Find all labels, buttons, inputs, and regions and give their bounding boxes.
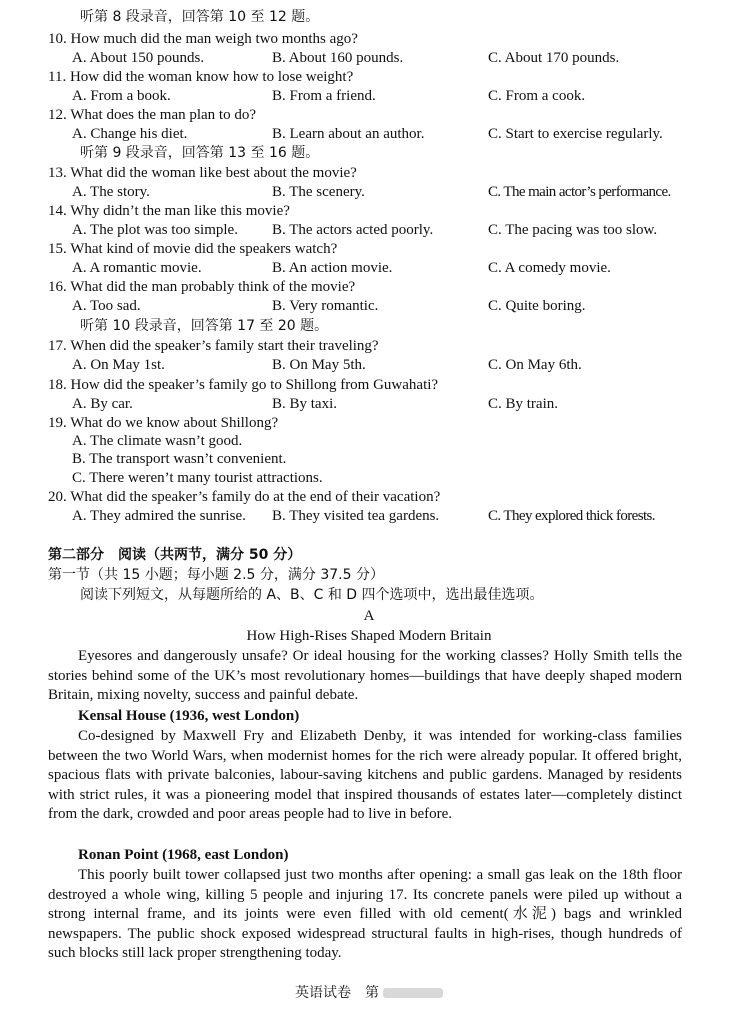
listening-instruction-8: 听第 8 段录音，回答第 10 至 12 题。 [80,9,320,25]
q18-option-c: C. By train. [488,396,558,412]
page-number-smudge [383,988,443,998]
q10-option-c: C. About 170 pounds. [488,50,620,66]
q11-option-a: A. From a book. [72,88,171,104]
q14-option-a: A. The plot was too simple. [72,222,238,238]
paragraph-ronan-point-text: This poorly built tower collapsed just two months after opening: a small gas leak on the 18th floor destroyed a whole wing, killing 5 people and injuring 17. Its concrete panels were piled up without a strong internal frame, and its joints were even filled with old cement(水泥) bags and wrinkled newspapers. The public shock exposed widespread structural faults in high-rises, though hundreds of such blocks still lack proper strengthening today. [48,867,682,962]
q18-option-a: A. By car. [72,396,133,412]
question-11: 11. How did the woman know how to lose weight? [48,69,354,85]
q13-option-a: A. The story. [72,184,150,200]
q13-option-c: C. The main actor’s performance. [488,184,671,200]
q20-option-b: B. They visited tea gardens. [272,508,440,524]
q20-option-a: A. They admired the sunrise. [72,508,246,524]
question-19: 19. What do we know about Shillong? [48,415,279,431]
q19-option-b: B. The transport wasn’t convenient. [72,451,287,467]
q11-option-c: C. From a cook. [488,88,586,104]
question-15: 15. What kind of movie did the speakers watch? [48,241,338,257]
q16-option-c: C. Quite boring. [488,298,586,314]
passage-intro [48,647,682,706]
listening-instruction-10: 听第 10 段录音，回答第 17 至 20 题。 [80,318,329,334]
q10-option-b: B. About 160 pounds. [272,50,404,66]
q12-option-a: A. Change his diet. [72,126,188,142]
footer-text: 英语试卷 第 [295,985,379,1001]
paragraph-kensal-house [48,727,682,825]
q14-option-b: B. The actors acted poorly. [272,222,434,238]
paragraph-ronan-point [48,866,682,964]
passage-letter: A [363,608,375,624]
question-16: 16. What did the man probably think of the movie? [48,279,356,295]
question-17: 17. When did the speaker’s family start their traveling? [48,338,379,354]
q17-option-a: A. On May 1st. [72,357,165,373]
question-14: 14. Why didn’t the man like this movie? [48,203,290,219]
subheading-kensal-house: Kensal House (1936, west London) [78,708,300,724]
q13-option-b: B. The scenery. [272,184,365,200]
q19-option-c: C. There weren’t many tourist attractions. [72,470,323,486]
question-20: 20. What did the speaker’s family do at the end of their vacation? [48,489,441,505]
q19-option-a: A. The climate wasn’t good. [72,433,243,449]
reading-section-title: 第一节（共 15 小题；每小题 2.5 分，满分 37.5 分） [48,567,384,583]
question-12: 12. What does the man plan to do? [48,107,257,123]
q17-option-b: B. On May 5th. [272,357,366,373]
q15-option-c: C. A comedy movie. [488,260,611,276]
q12-option-b: B. Learn about an author. [272,126,425,142]
q16-option-a: A. Too sad. [72,298,141,314]
q17-option-c: C. On May 6th. [488,357,582,373]
q15-option-b: B. An action movie. [272,260,393,276]
q10-option-a: A. About 150 pounds. [72,50,205,66]
reading-part-title: 第二部分 阅读（共两节，满分 50 分） [48,547,302,563]
q14-option-c: C. The pacing was too slow. [488,222,658,238]
q16-option-b: B. Very romantic. [272,298,379,314]
passage-title: How High-Rises Shaped Modern Britain [246,628,492,644]
q18-option-b: B. By taxi. [272,396,338,412]
subheading-ronan-point: Ronan Point (1968, east London) [78,847,289,863]
q12-option-c: C. Start to exercise regularly. [488,126,663,142]
question-18: 18. How did the speaker’s family go to Shillong from Guwahati? [48,377,439,393]
listening-instruction-9: 听第 9 段录音，回答第 13 至 16 题。 [80,145,320,161]
page-footer [0,984,738,1003]
paragraph-kensal-house-text: Co-designed by Maxwell Fry and Elizabeth Denby, it was intended for working-class families between the two World Wars, when modernist homes for the rich were already popular. It offered bright, spacious flats with private balconies, labour-saving kitchens and public gardens. Managed by residents with strict rules, it was a pioneering model that inspired thousands of estates later—completely distinct from the dark, crowded and poor areas people had to live in before. [48,728,682,823]
reading-instruction: 阅读下列短文，从每题所给的 A、B、C 和 D 四个选项中，选出最佳选项。 [80,587,544,603]
question-13: 13. What did the woman like best about the movie? [48,165,357,181]
question-10: 10. How much did the man weigh two months ago? [48,31,358,47]
passage-intro-text: Eyesores and dangerously unsafe? Or ideal housing for the working classes? Holly Smith tells the stories behind some of the UK’s most revolutionary homes—buildings that have deeply shaped modern Britain, mixing novelty, success and painful debate. [48,648,682,704]
q15-option-a: A. A romantic movie. [72,260,202,276]
q11-option-b: B. From a friend. [272,88,376,104]
q20-option-c: C. They explored thick forests. [488,508,655,524]
